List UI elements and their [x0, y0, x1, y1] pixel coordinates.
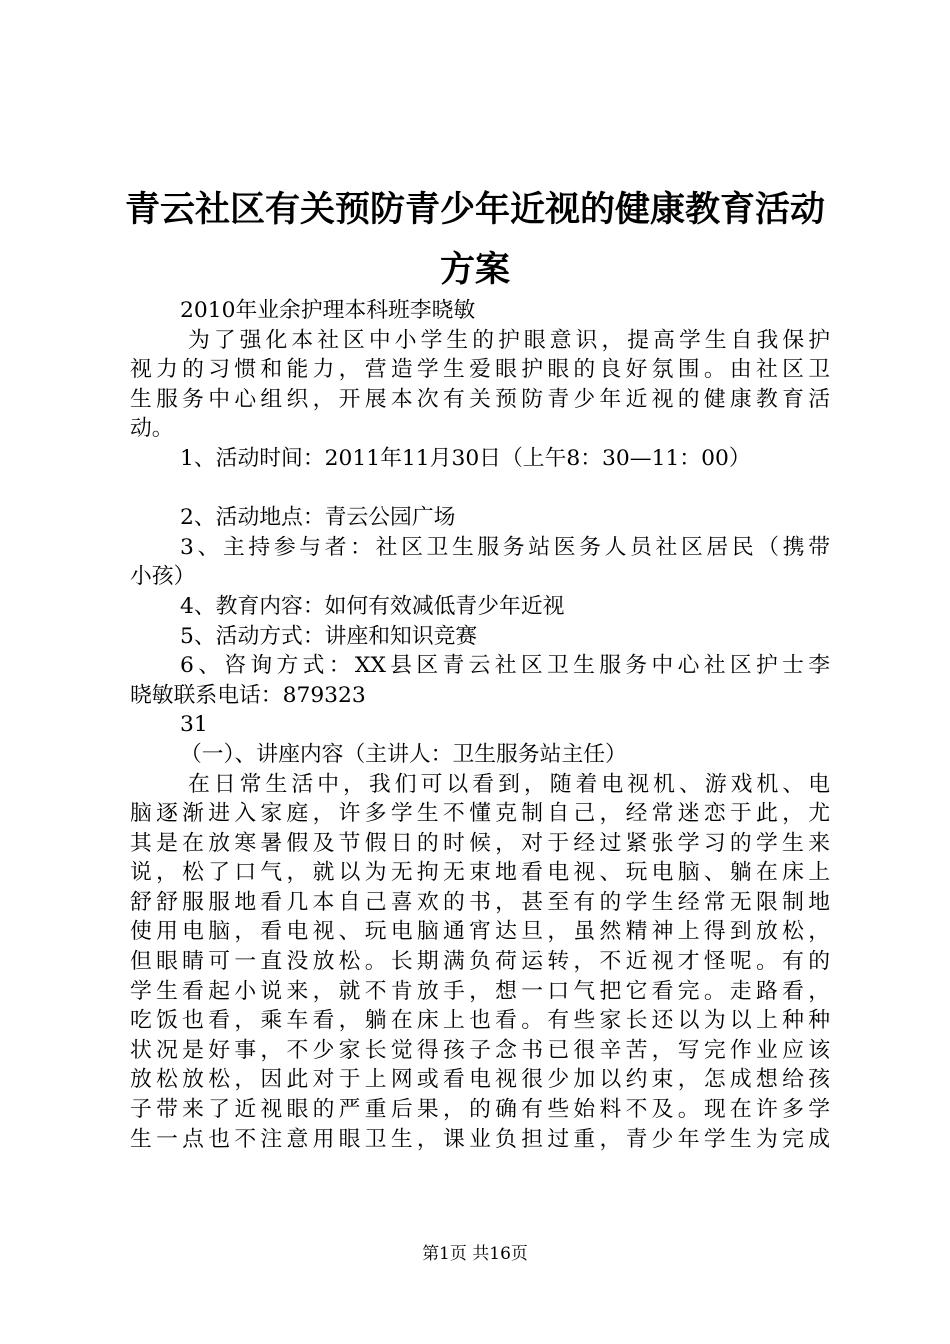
- document-title-line-1: 青云社区有关预防青少年近视的健康教育活动: [124, 190, 825, 230]
- paragraph-line: 放松放松，因此对于上网或看电视很少加以约束，怎成想给孩: [130, 1067, 830, 1093]
- paragraph-line: 其是在放寒暑假及节假日的时候，对于经过紧张学习的学生来: [130, 830, 830, 856]
- paragraph-line: 生一点也不注意用眼卫生，课业负担过重，青少年学生为完成: [130, 1126, 830, 1152]
- paragraph-line: 子带来了近视眼的严重后果，的确有些始料不及。现在许多学: [130, 1097, 830, 1123]
- paragraph-line: 31: [180, 712, 208, 738]
- education-content: 4、教育内容：如何有效减低青少年近视: [180, 593, 565, 619]
- paragraph-line: 但眼睛可一直没放松。长期满负荷运转，不近视才怪呢。有的: [130, 949, 830, 975]
- paragraph-line: 动。: [130, 416, 174, 442]
- activity-host: 3、主持参与者：社区卫生服务站医务人员社区居民（携带: [180, 534, 830, 560]
- paragraph-line: 状况是好事，不少家长觉得孩子念书已很辛苦，写完作业应该: [130, 1037, 830, 1063]
- document-body: [130, 296, 830, 1154]
- consult-method: 6、咨询方式：XX县区青云社区卫生服务中心社区护士李: [180, 653, 830, 679]
- paragraph-line: 在日常生活中，我们可以看到，随着电视机、游戏机、电: [188, 771, 830, 797]
- paragraph-line: 晓敏联系电话：879323: [130, 682, 366, 708]
- activity-time: 1、活动时间：2011年11月30日（上午8：30—11：00）: [180, 445, 751, 471]
- paragraph-line: 学生看起小说来，就不肯放手，想一口气把它看完。走路看，: [130, 978, 830, 1004]
- document-title-line-2: 方案: [439, 250, 510, 290]
- paragraph-line: 为了强化本社区中小学生的护眼意识，提高学生自我保护: [188, 327, 830, 353]
- paragraph-line: 生服务中心组织，开展本次有关预防青少年近视的健康教育活: [130, 386, 830, 412]
- activity-location: 2、活动地点：青云公园广场: [180, 505, 456, 531]
- paragraph-line: 脑逐渐进入家庭，许多学生不懂克制自己，经常迷恋于此，尤: [130, 801, 830, 827]
- activity-method: 5、活动方式：讲座和知识竞赛: [180, 623, 478, 649]
- section-heading: （一）、讲座内容（主讲人：卫生服务站主任）: [180, 741, 627, 767]
- author-line: 2010年业余护理本科班李晓敏: [180, 298, 476, 323]
- paragraph-line: 使用电脑，看电视、玩电脑通宵达旦，虽然精神上得到放松，: [130, 919, 830, 945]
- paragraph-line: 吃饭也看，乘车看，躺在床上也看。有些家长还以为以上种种: [130, 1008, 830, 1034]
- page-number: 第1页 共16页: [422, 1244, 528, 1264]
- paragraph-line: 视力的习惯和能力，营造学生爱眼护眼的良好氛围。由社区卫: [130, 357, 830, 383]
- paragraph-line: 小孩）: [130, 564, 196, 590]
- paragraph-line: 说，松了口气，就以为无拘无束地看电视、玩电脑、躺在床上: [130, 860, 830, 886]
- paragraph-line: 舒舒服服地看几本自己喜欢的书，甚至有的学生经常无限制地: [130, 889, 830, 915]
